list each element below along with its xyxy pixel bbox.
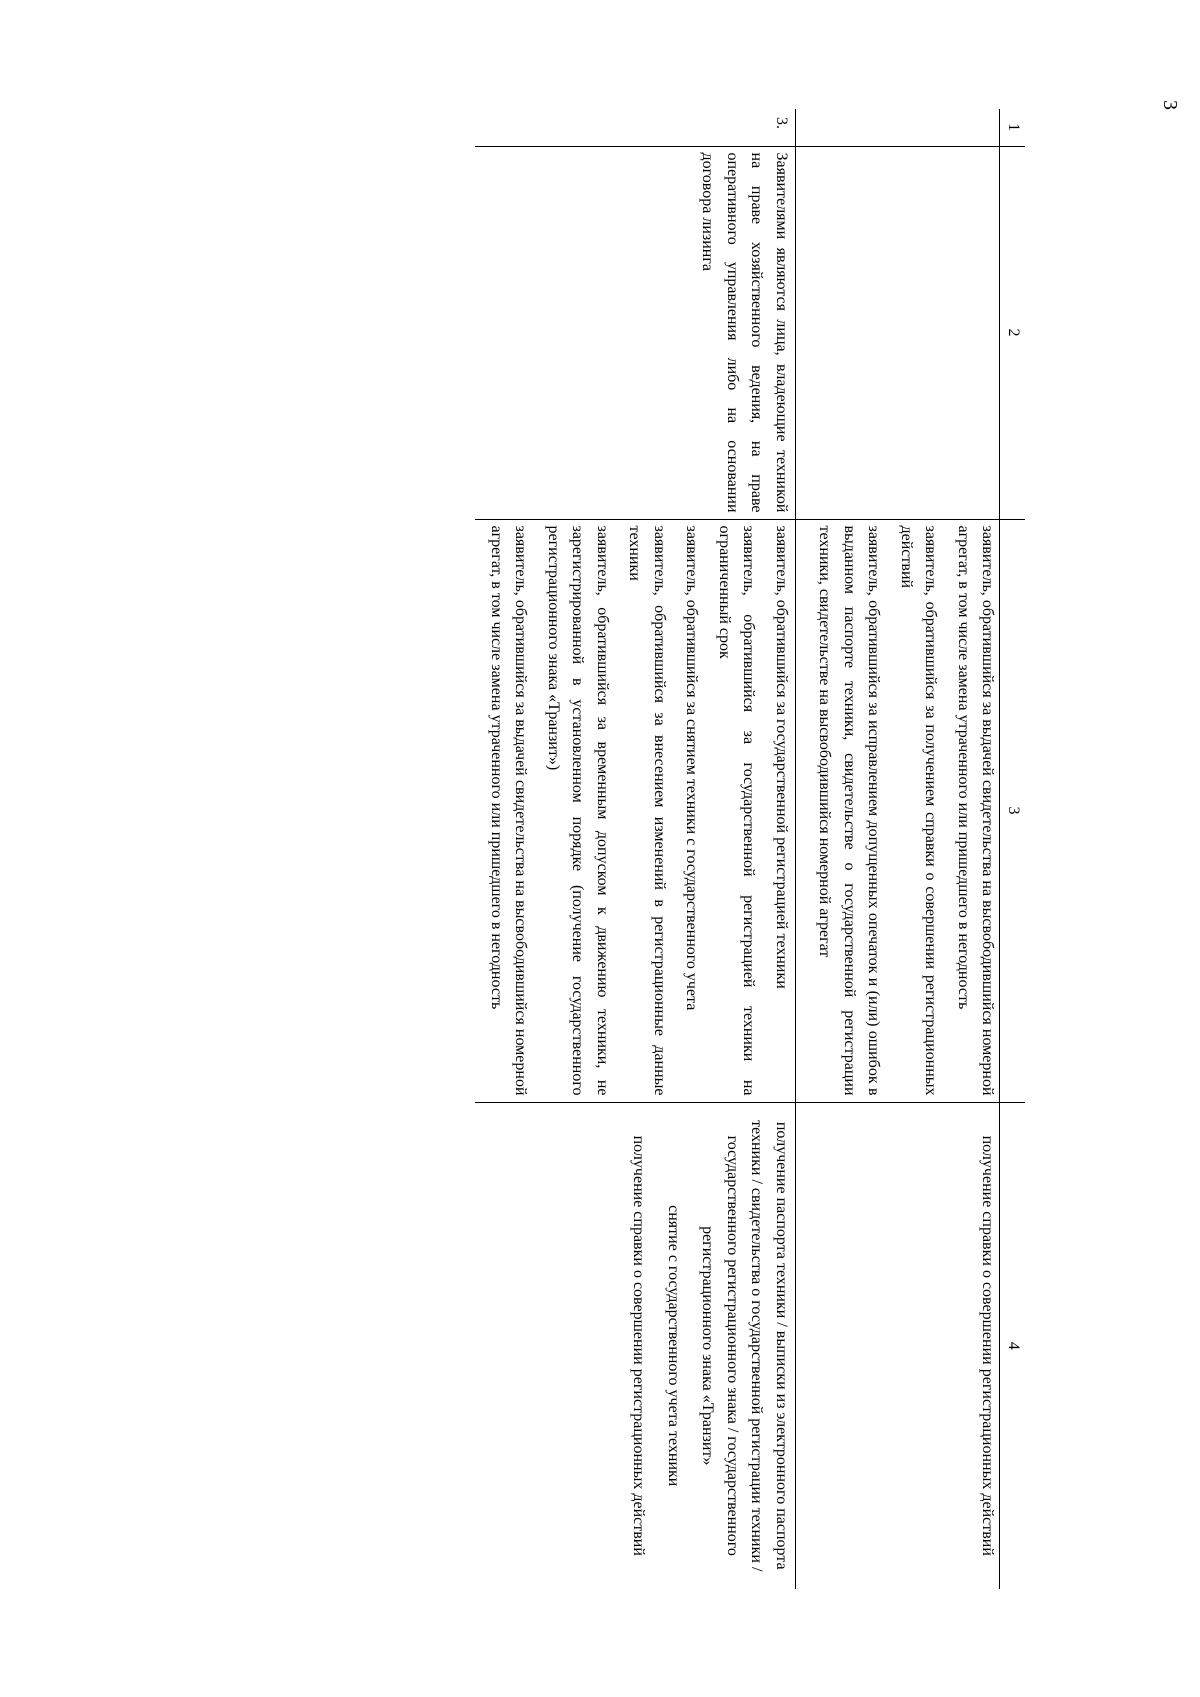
paragraph: заявитель, обратившийся за выдачей свидетельства на высвободившийся номерной агрегат, в том числе замена утраченного или пришедшего в негодность	[488, 525, 530, 1096]
table-row-3	[476, 109, 796, 1589]
paragraph: заявитель, обратившийся за государственной регистрацией техники	[773, 525, 790, 989]
paragraph: получение справки о совершении регистрационных действий	[979, 1135, 997, 1556]
header-col-2: 2	[1000, 146, 1025, 519]
paragraph: снятие с государственного учета техники	[665, 1205, 682, 1487]
cell-number-empty	[796, 109, 1001, 146]
cell-applicant-actions	[796, 519, 1001, 1102]
cell-results	[476, 1102, 796, 1589]
cell-applicant-actions	[476, 519, 796, 1102]
paragraph: заявитель, обратившийся за исправлением допущенных опечаток и (или) ошибок в выданном паспорте техники, свидетельстве о государственной регистрации техники, свидетельстве на высвободившийся номерной агрегат	[816, 525, 883, 1096]
services-table	[476, 109, 1026, 1589]
table-row-continued	[796, 109, 1001, 1589]
paragraph: заявитель, обратившийся за временным допуском к движению техники, не зарегистрированной в установленном порядке (получение государственного регистрационного знака «Транзит»)	[545, 525, 611, 1096]
paragraph: получение паспорта техники / выписки из электронного паспорта техники / свидетельства о государственной регистрации техники / государственного регистрационного знака / государственного регистрационного знака «Транзит»	[699, 1120, 790, 1572]
cell-results	[796, 1102, 1001, 1589]
cell-applicant-description	[476, 146, 796, 519]
paragraph: получение справки о совершении регистрационных действий	[630, 1135, 648, 1556]
row-number: 3.	[476, 109, 796, 146]
paragraph: заявитель, обратившийся за государственной регистрацией техники на ограниченный срок	[716, 525, 758, 1096]
paragraph: заявитель, обратившийся за получением справки о совершении регистрационных действий	[898, 525, 940, 1096]
paragraph: заявитель, обратившийся за снятием техники с государственного учета	[683, 525, 701, 1011]
rotated-table-area	[200, 109, 1025, 1589]
header-col-4: 4	[1000, 1102, 1025, 1589]
header-col-3: 3	[1000, 519, 1025, 1102]
paragraph: заявитель, обратившийся за выдачей свидетельства на высвободившийся номерной агрегат, в том числе замена утраченного или пришедшего в негодность	[955, 525, 997, 1096]
header-col-1: 1	[1000, 109, 1025, 146]
paragraph: заявитель, обратившийся за внесением изменений в регистрационные данные техники	[626, 525, 668, 1096]
cell-applicant-empty	[796, 146, 1001, 519]
page-number: 3	[1159, 100, 1181, 110]
table-header-row	[1000, 109, 1025, 1589]
paragraph: Заявителями являются лица, владеющие техникой на праве хозяйственного ведения, на праве оперативного управления либо на основании договора лизинга	[699, 152, 790, 513]
